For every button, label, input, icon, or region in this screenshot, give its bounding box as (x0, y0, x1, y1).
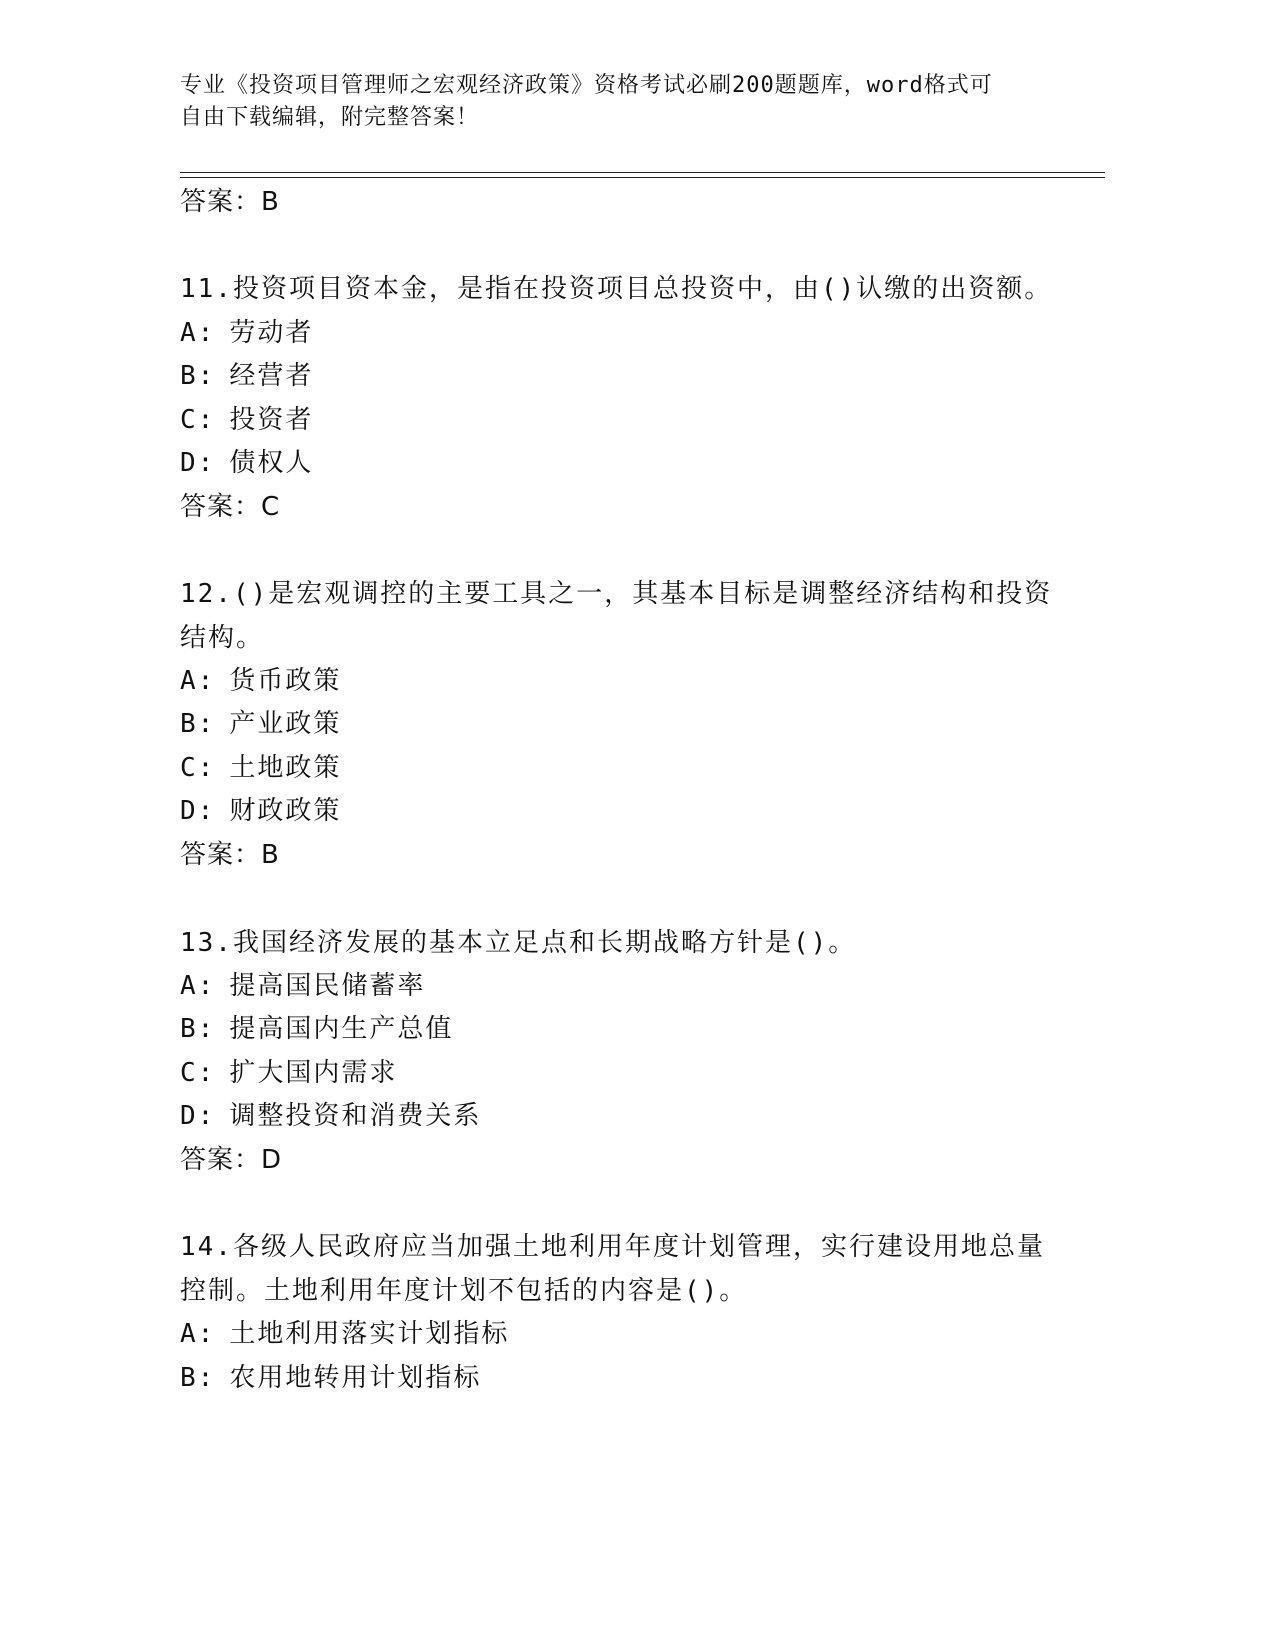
option-a (180, 315, 313, 351)
option-text: 土地政策 (229, 753, 342, 783)
question-stem: 13.我国经济发展的基本立足点和长期战略方针是()。 (180, 928, 857, 958)
option-d (180, 445, 313, 481)
option-b (180, 1011, 453, 1047)
question-stem: 12.()是宏观调控的主要工具之一，其基本目标是调整经济结构和投资 (180, 579, 1053, 609)
answer-line: 答案：C (180, 492, 281, 522)
option-text: 财政政策 (229, 796, 342, 826)
question-stem: 11.投资项目资本金，是指在投资项目总投资中，由()认缴的出资额。 (180, 274, 1053, 304)
page-header (180, 70, 1050, 134)
option-b (180, 358, 313, 394)
option-d (180, 793, 341, 829)
answer-line: 答案：B (180, 187, 280, 217)
option-text: 货币政策 (229, 666, 342, 696)
option-text: 扩大国内需求 (229, 1058, 398, 1088)
option-key: D: (180, 796, 216, 826)
question-stem-continued: 控制。土地利用年度计划不包括的内容是()。 (180, 1276, 748, 1306)
option-d (180, 1098, 481, 1134)
option-text: 劳动者 (229, 318, 314, 348)
option-a (180, 663, 341, 699)
option-key: A: (180, 1319, 216, 1349)
option-b (180, 706, 341, 742)
option-text: 债权人 (229, 448, 314, 478)
option-key: B: (180, 1363, 216, 1393)
option-key: D: (180, 1101, 216, 1131)
option-text: 产业政策 (229, 709, 342, 739)
option-a (180, 1316, 509, 1352)
option-key: D: (180, 448, 216, 478)
option-key: B: (180, 361, 216, 391)
option-text: 提高国民储蓄率 (229, 971, 426, 1001)
option-key: B: (180, 709, 216, 739)
option-c (180, 1055, 397, 1091)
option-key: C: (180, 753, 216, 783)
option-b (180, 1360, 481, 1396)
option-key: A: (180, 971, 216, 1001)
answer-line: 答案：B (180, 840, 280, 870)
question-stem-continued: 结构。 (180, 623, 265, 653)
option-text: 农用地转用计划指标 (229, 1363, 482, 1393)
option-text: 土地利用落实计划指标 (229, 1319, 510, 1349)
header-line-1: 专业《投资项目管理师之宏观经济政策》资格考试必刷200题题库，word格式可 (180, 73, 993, 98)
option-key: B: (180, 1014, 216, 1044)
option-key: A: (180, 318, 216, 348)
option-key: C: (180, 1058, 216, 1088)
option-text: 投资者 (229, 405, 314, 435)
question-stem: 14.各级人民政府应当加强土地利用年度计划管理，实行建设用地总量 (180, 1232, 1045, 1262)
header-line-2: 自由下载编辑，附完整答案！ (180, 105, 480, 130)
answer-line: 答案：D (180, 1145, 283, 1175)
option-text: 经营者 (229, 361, 314, 391)
header-rule (180, 177, 1105, 178)
option-text: 调整投资和消费关系 (229, 1101, 482, 1131)
option-key: C: (180, 405, 216, 435)
option-a (180, 968, 425, 1004)
header-rule (180, 172, 1105, 173)
option-key: A: (180, 666, 216, 696)
option-c (180, 402, 313, 438)
option-text: 提高国内生产总值 (229, 1014, 454, 1044)
option-c (180, 750, 341, 786)
